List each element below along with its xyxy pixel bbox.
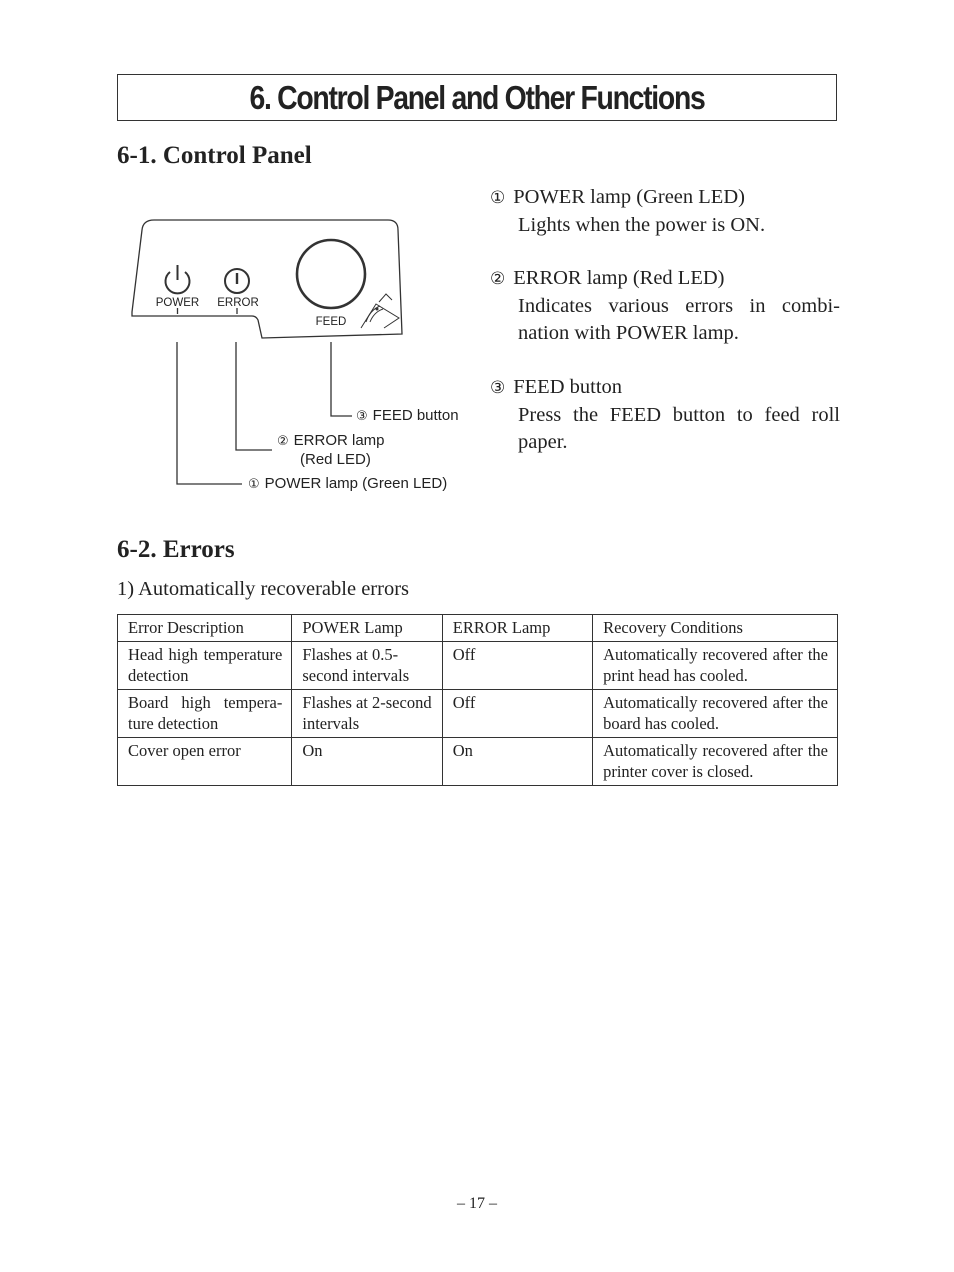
power-leader-line — [177, 342, 242, 484]
description-number: ① — [490, 188, 506, 208]
callout-text: FEED button — [372, 407, 459, 424]
error-icon — [225, 269, 249, 293]
callout-feed-button — [356, 407, 459, 424]
callout-number: ③ — [356, 409, 368, 424]
feed-button-circle — [297, 240, 365, 308]
table-cell: Cover open error — [118, 738, 292, 786]
callout-number: ① — [248, 477, 260, 492]
table-cell: Automatically recovered after the print head has cooled. — [593, 642, 838, 690]
table-cell: Automatically recovered after the board has cooled. — [593, 690, 838, 738]
callout-error-lamp-sub: (Red LED) — [300, 451, 371, 468]
errors-table — [117, 614, 838, 786]
callout-number: ② — [277, 434, 289, 449]
description-body: Press the FEED button to feed roll paper. — [518, 404, 840, 453]
power-label: POWER — [155, 297, 200, 309]
description-heading: ERROR lamp (Red LED) — [513, 267, 725, 289]
table-cell: Flashes at 0.5-second intervals — [292, 642, 442, 690]
table-header-cell: POWER Lamp — [292, 615, 442, 642]
chapter-title-box — [117, 74, 837, 121]
table-row — [118, 690, 838, 738]
description-body: Indicates various errors in combi-nation with POWER lamp. — [518, 295, 840, 344]
description-heading: POWER lamp (Green LED) — [513, 186, 745, 208]
page-number: – 17 – — [457, 1195, 497, 1212]
chapter-title: 6. Control Panel and Other Functions — [249, 79, 705, 116]
callout-text: ERROR lamp — [293, 432, 385, 449]
table-cell: Flashes at 2-second intervals — [292, 690, 442, 738]
feed-label: FEED — [315, 316, 347, 328]
panel-outline — [132, 220, 402, 338]
subheading-recoverable-errors: 1) Automatically recoverable errors — [117, 578, 409, 600]
table-row — [118, 738, 838, 786]
table-header-row — [118, 615, 838, 642]
table-cell: Board high tempera-ture detection — [118, 690, 292, 738]
table-header-cell: Error Description — [118, 615, 292, 642]
table-row — [118, 642, 838, 690]
table-cell: On — [292, 738, 442, 786]
description-power-lamp — [490, 184, 840, 239]
description-heading: FEED button — [513, 376, 623, 398]
table-header-cell: Recovery Conditions — [593, 615, 838, 642]
table-cell: Head high temperature detection — [118, 642, 292, 690]
description-error-lamp — [490, 265, 840, 347]
callout-power-lamp — [248, 475, 447, 492]
table-cell: On — [442, 738, 592, 786]
description-number: ② — [490, 269, 506, 289]
error-leader-line — [236, 342, 272, 450]
callout-error-lamp — [277, 432, 385, 449]
section-title-errors: 6-2. Errors — [117, 536, 235, 563]
table-cell: Automatically recovered after the printer cover is closed. — [593, 738, 838, 786]
description-number: ③ — [490, 378, 506, 398]
description-body: Lights when the power is ON. — [518, 214, 766, 236]
feed-leader-line — [331, 342, 352, 416]
callout-text: POWER lamp (Green LED) — [264, 475, 448, 492]
error-label: ERROR — [217, 297, 259, 309]
table-cell: Off — [442, 690, 592, 738]
power-icon — [166, 265, 190, 293]
section-title-control-panel: 6-1. Control Panel — [117, 142, 312, 169]
table-header-cell: ERROR Lamp — [442, 615, 592, 642]
paper-feed-icon — [361, 294, 399, 328]
description-feed-button — [490, 374, 840, 456]
table-cell: Off — [442, 642, 592, 690]
